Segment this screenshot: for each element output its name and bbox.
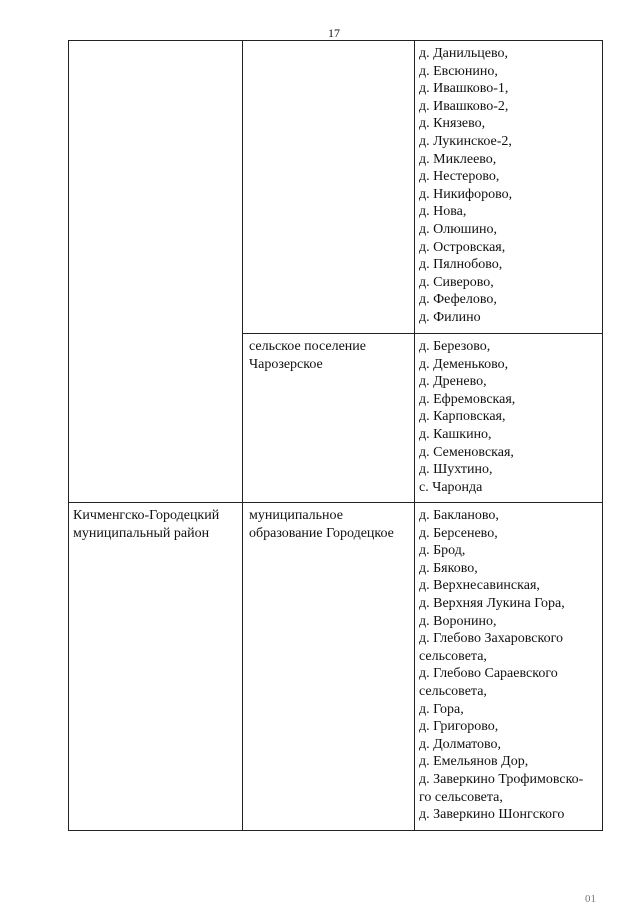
village-item: д. Дренево, (419, 374, 487, 390)
village-item: д. Гора, (419, 701, 464, 717)
village-item: д. Заверкино Шонгского (419, 807, 565, 823)
village-item: д. Островская, (419, 239, 506, 255)
settlement-cell: муниципальное образование Городецкое (243, 503, 415, 831)
village-list (419, 338, 598, 496)
village-item: д. Деменьково, (419, 356, 509, 372)
page-number: 17 (328, 26, 340, 40)
village-list (419, 45, 598, 327)
village-item: д. Князево, (419, 116, 486, 132)
village-item: д. Сиверово, (419, 274, 494, 290)
village-item: д. Верхняя Лукина Гора, (419, 595, 565, 611)
village-item: д. Олюшино, (419, 221, 497, 237)
village-item: д. Заверкино Трофимовско- (419, 771, 584, 787)
village-item: д. Семеновская, (419, 444, 514, 460)
village-item: сельсовета, (419, 648, 487, 664)
village-item: сельсовета, (419, 683, 487, 699)
village-item: д. Ефремовская, (419, 391, 516, 407)
village-item: д. Нестерово, (419, 169, 500, 185)
table-row (69, 41, 603, 334)
village-item: д. Глебово Захаровского (419, 631, 563, 647)
village-item: д. Верхнесавинская, (419, 578, 540, 594)
village-item: д. Евсюнино, (419, 63, 498, 79)
village-item: го сельсовета, (419, 789, 503, 805)
village-item: д. Данильцево, (419, 46, 508, 61)
village-item: д. Карповская, (419, 409, 506, 425)
village-item: д. Филино (419, 309, 481, 325)
village-item: д. Березово, (419, 339, 491, 354)
village-item: д. Воронино, (419, 613, 497, 629)
village-item: д. Лукинское-2, (419, 133, 512, 149)
village-item: д. Нова, (419, 204, 467, 220)
village-item: д. Глебово Сараевского (419, 666, 558, 682)
settlement-cell: сельское поселение Чарозерское (243, 334, 415, 503)
village-item: д. Емельянов Дор, (419, 754, 529, 770)
village-item: д. Брод, (419, 543, 466, 559)
district-cell (69, 41, 243, 503)
village-item: д. Берсенево, (419, 525, 498, 541)
village-item: д. Шухтино, (419, 462, 493, 478)
village-item: д. Долматово, (419, 736, 502, 752)
district-cell: Кичменгско-Городецкий муниципальный район (69, 503, 243, 831)
villages-cell (415, 41, 603, 334)
village-item: д. Ивашково-1, (419, 81, 509, 97)
village-item: д. Никифорово, (419, 186, 513, 202)
village-item: д. Ивашково-2, (419, 98, 509, 114)
settlement-cell (243, 41, 415, 334)
villages-cell (415, 503, 603, 831)
table-row (69, 503, 603, 831)
village-item: д. Кашкино, (419, 426, 492, 442)
village-item: д. Пялнобово, (419, 257, 503, 273)
villages-cell (415, 334, 603, 503)
footer-mark: 01 (585, 893, 596, 905)
village-list (419, 507, 598, 824)
village-item: д. Бакланово, (419, 508, 499, 523)
village-item: д. Бяково, (419, 560, 478, 576)
settlements-table (68, 40, 603, 831)
village-item: с. Чаронда (419, 479, 483, 495)
village-item: д. Фефелово, (419, 292, 497, 308)
village-item: д. Григорово, (419, 719, 499, 735)
village-item: д. Миклеево, (419, 151, 497, 167)
